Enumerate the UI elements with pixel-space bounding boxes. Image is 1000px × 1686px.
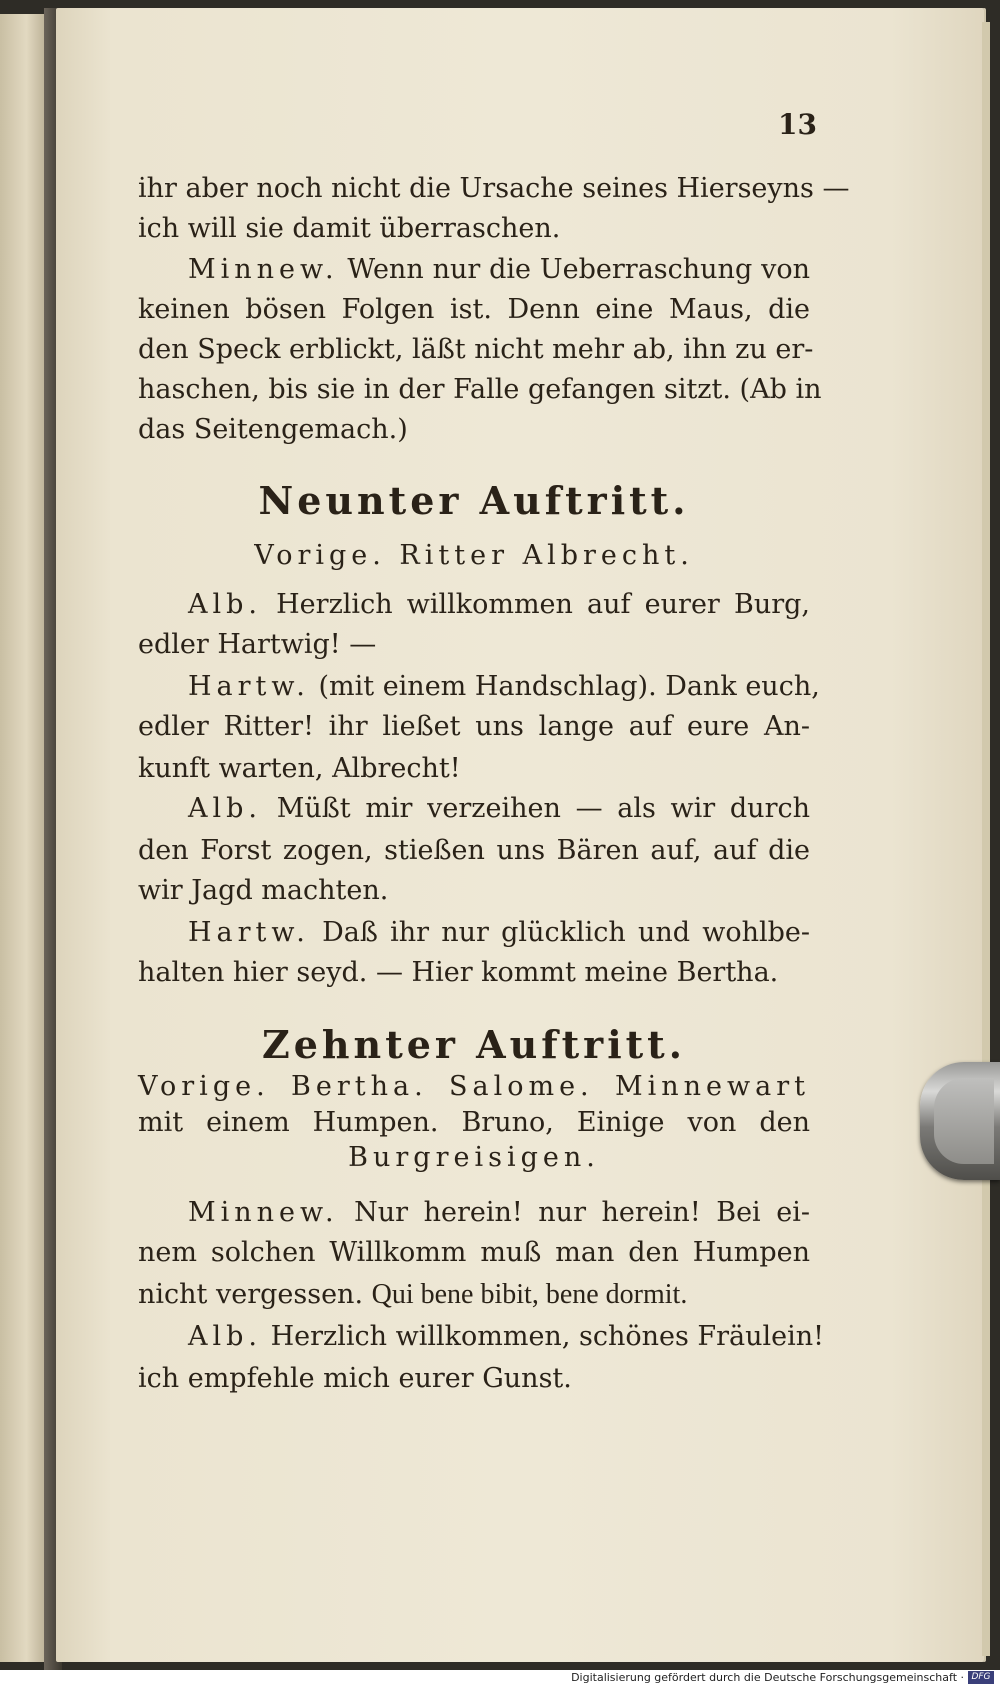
scene-heading: Neunter Auftritt. — [258, 478, 690, 523]
speech-text: Müßt mir verzeihen — als wir durch — [276, 793, 810, 824]
cast-list-line: mit einem Humpen. Bruno, Einige von den — [138, 1107, 810, 1138]
text-line: nem solchen Willkomm muß man den Humpen — [138, 1237, 810, 1268]
dfg-logo: DFG — [968, 1671, 994, 1684]
left-page-edge — [0, 14, 48, 1662]
speaker-name: Hartw. — [188, 917, 310, 948]
speech-line — [188, 588, 810, 622]
speaker-name: Alb. — [188, 1321, 262, 1352]
speaker-name: Minnew. — [188, 254, 339, 285]
text-line: das Seitengemach.) — [138, 414, 408, 445]
speech-line — [188, 253, 810, 287]
text-line: keinen bösen Folgen ist. Denn eine Maus, die — [138, 294, 810, 325]
speaker-name: Alb. — [188, 589, 262, 620]
text-line: ihr aber noch nicht die Ursache seines Hierseyns — — [138, 173, 850, 204]
speech-text: nicht vergessen. — [138, 1279, 364, 1310]
speech-line — [188, 1196, 810, 1230]
speech-line — [188, 1320, 825, 1354]
speech-text: Nur herein! nur herein! Bei ei- — [354, 1197, 810, 1228]
text-line: wir Jagd machten. — [138, 875, 389, 906]
speech-line — [188, 792, 810, 826]
latin-quote: Qui bene bibit, bene dormit. — [371, 1279, 688, 1310]
text-line: kunft warten, Albrecht! — [138, 753, 461, 784]
cast-list-line: Burgreisigen. — [348, 1142, 600, 1173]
text-line: haschen, bis sie in der Falle gefangen sitzt. (Ab in — [138, 374, 822, 405]
scene-heading: Zehnter Auftritt. — [262, 1022, 686, 1067]
text-line: halten hier seyd. — Hier kommt meine Bertha. — [138, 957, 779, 988]
cast-list: Vorige. Ritter Albrecht. — [254, 540, 694, 571]
speech-text: (mit einem Handschlag). Dank euch, — [318, 671, 820, 702]
text-line: edler Ritter! ihr ließet uns lange auf eure An- — [138, 711, 810, 742]
page-clip-inner — [934, 1078, 994, 1164]
page-clip — [920, 1062, 1000, 1180]
speech-text: Daß ihr nur glücklich und wohlbe- — [322, 917, 810, 948]
speech-text: Herzlich willkommen auf eurer Burg, — [276, 589, 810, 620]
speaker-name: Hartw. — [188, 671, 310, 702]
text-line: ich will sie damit überraschen. — [138, 213, 561, 244]
speech-text: Wenn nur die Ueberraschung von — [347, 254, 810, 285]
speaker-name: Minnew. — [188, 1197, 339, 1228]
speech-text: Herzlich willkommen, schönes Fräulein! — [270, 1321, 825, 1352]
text-line: ich empfehle mich eurer Gunst. — [138, 1363, 572, 1394]
speech-line — [188, 670, 820, 704]
text-line: den Forst zogen, stießen uns Bären auf, auf die — [138, 835, 810, 866]
cast-list-line: Vorige. Bertha. Salome. Minnewart — [138, 1071, 810, 1102]
text-line: edler Hartwig! — — [138, 629, 377, 660]
speech-line — [188, 916, 810, 950]
page-stack-edge — [982, 22, 990, 1656]
text-line — [138, 1278, 687, 1312]
page-number: 13 — [778, 108, 817, 141]
text-line: den Speck erblickt, läßt nicht mehr ab, ihn zu er- — [138, 334, 814, 365]
footer-credit: Digitalisierung gefördert durch die Deutsche Forschungsgemeinschaft · — [571, 1671, 964, 1684]
speaker-name: Alb. — [188, 793, 262, 824]
